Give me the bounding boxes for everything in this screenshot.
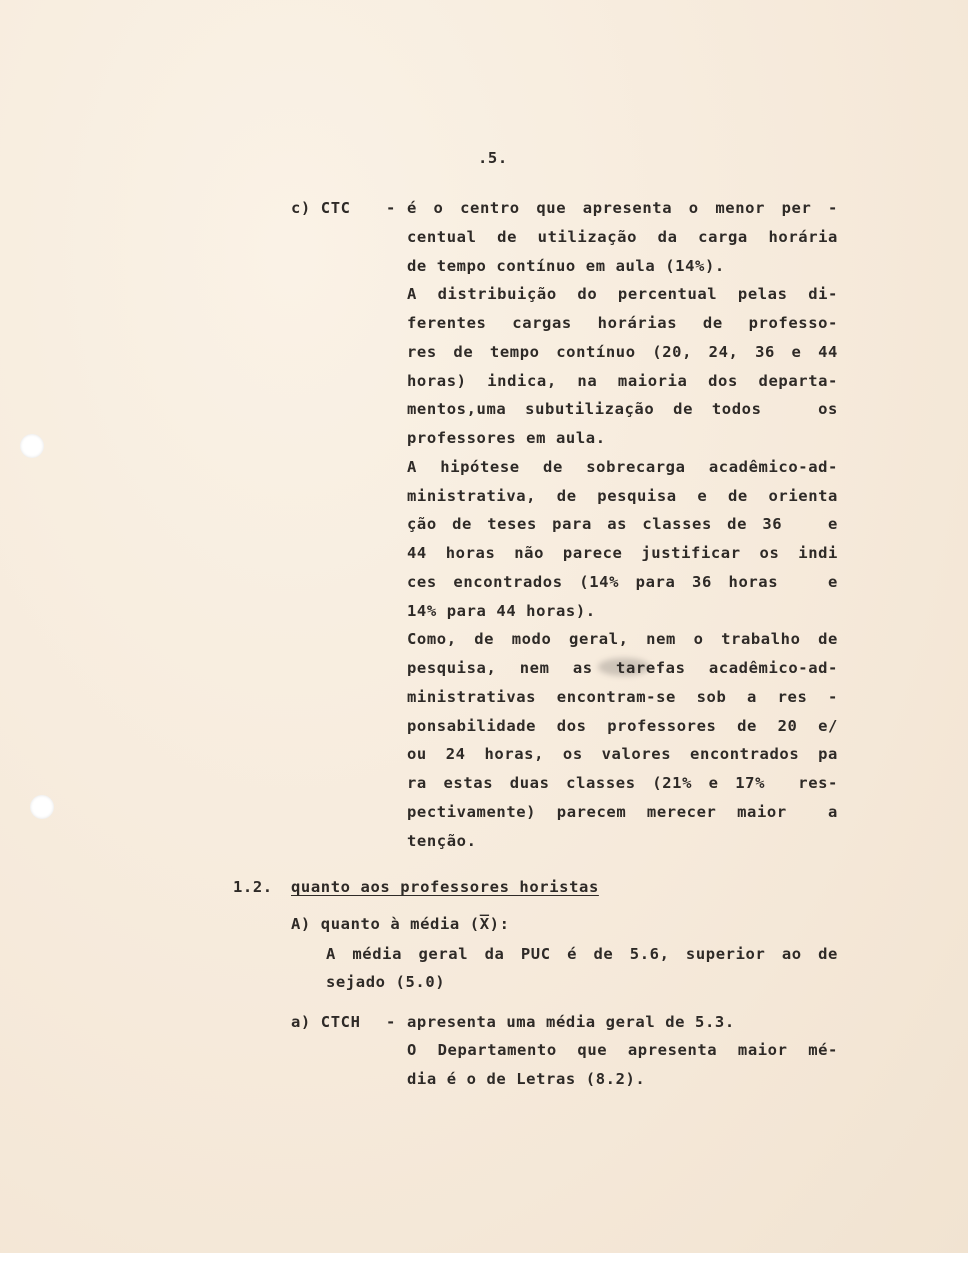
- ctc-line: pesquisa, nem as tarefas acadêmico-ad-: [407, 659, 838, 677]
- ctc-line: A distribuição do percentual pelas di-: [407, 285, 838, 303]
- ctch-line-2: O Departamento que apresenta maior mé-: [407, 1041, 838, 1059]
- ctc-label: c) CTC: [291, 199, 351, 217]
- ctc-line: ponsabilidade dos professores de 20 e/: [407, 717, 838, 735]
- ctch-dash: -: [386, 1013, 396, 1031]
- ctc-line: professores em aula.: [407, 429, 606, 447]
- ctc-line: de tempo contínuo em aula (14%).: [407, 257, 725, 275]
- ctch-label: a) CTCH: [291, 1013, 361, 1031]
- punch-hole-bottom: [30, 795, 54, 819]
- ctch-line-3: dia é o de Letras (8.2).: [407, 1070, 646, 1088]
- page-number: .5.: [478, 149, 508, 167]
- section-1-2-title: quanto aos professores horistas: [291, 878, 599, 896]
- ctc-line: é o centro que apresenta o menor per -: [407, 199, 838, 217]
- ctc-line: Como, de modo geral, nem o trabalho de: [407, 630, 838, 648]
- ctc-line: centual de utilização da carga horária: [407, 228, 838, 246]
- ctc-line: mentos,uma subutilização de todos os: [407, 400, 838, 418]
- ctc-line: 44 horas não parece justificar os indi: [407, 544, 838, 562]
- paper-edge: [0, 1253, 968, 1261]
- ctc-line: ces encontrados (14% para 36 horas e: [407, 573, 838, 591]
- ctc-line: ministrativa, de pesquisa e de orienta: [407, 487, 838, 505]
- ctc-line: tenção.: [407, 832, 477, 850]
- sub-a-line-2: sejado (5.0): [326, 973, 446, 991]
- sub-a-line-1: A média geral da PUC é de 5.6, superior ao de: [326, 945, 838, 963]
- ctc-line: ministrativas encontram-se sob a res -: [407, 688, 838, 706]
- punch-hole-top: [20, 434, 44, 458]
- ctc-dash: -: [386, 199, 396, 217]
- ctc-line: 14% para 44 horas).: [407, 602, 596, 620]
- section-1-2-number: 1.2.: [233, 878, 273, 896]
- ctch-line-1: apresenta uma média geral de 5.3.: [407, 1013, 735, 1031]
- ctc-line: ção de teses para as classes de 36 e: [407, 515, 838, 533]
- ctc-line: ra estas duas classes (21% e 17% res-: [407, 774, 838, 792]
- ctc-line: A hipótese de sobrecarga acadêmico-ad-: [407, 458, 838, 476]
- ctc-line: pectivamente) parecem merecer maior a: [407, 803, 838, 821]
- sub-a-heading: A) quanto à média (X̅):: [291, 915, 510, 933]
- ctc-line: ou 24 horas, os valores encontrados pa: [407, 745, 838, 763]
- ctc-line: ferentes cargas horárias de professo-: [407, 314, 838, 332]
- ctc-line: res de tempo contínuo (20, 24, 36 e 44: [407, 343, 838, 361]
- ctc-line: horas) indica, na maioria dos departa-: [407, 372, 838, 390]
